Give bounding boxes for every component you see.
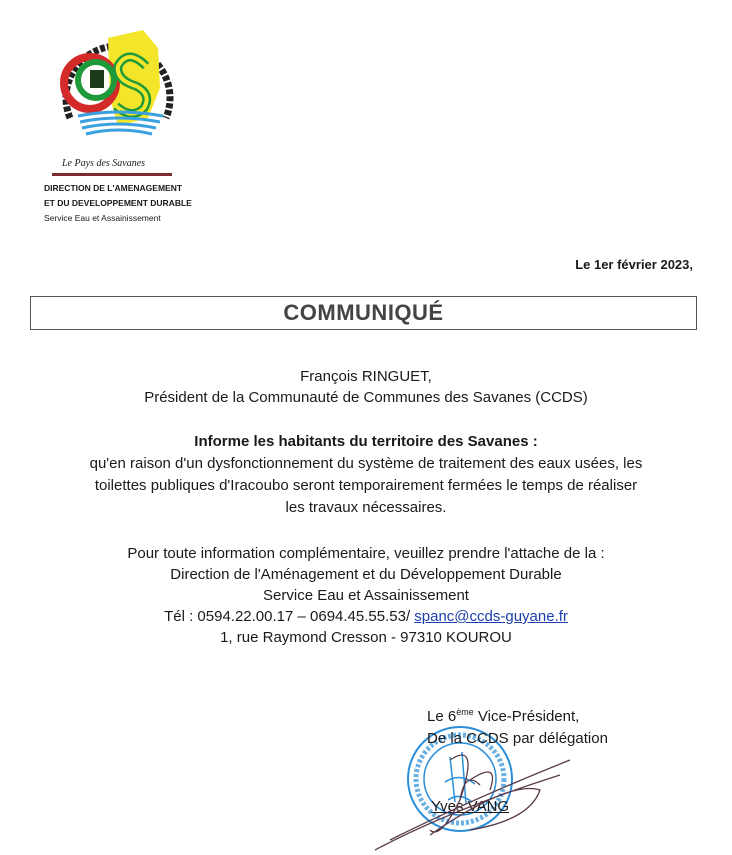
body-heading: Informe les habitants du territoire des Savanes : [194, 433, 538, 450]
logo-tagline: Le Pays des Savanes [62, 158, 146, 169]
contact-intro: Pour toute information complémentaire, veuillez prendre l'attache de la : [127, 545, 605, 562]
body-line: les travaux nécessaires. [285, 499, 447, 516]
direction-line-1: DIRECTION DE L'AMENAGEMENT [44, 183, 183, 193]
contact-service: Service Eau et Assainissement [263, 587, 469, 604]
direction-line-2: ET DU DEVELOPPEMENT DURABLE [44, 198, 192, 208]
handwritten-signature [370, 720, 610, 855]
contact-phone: Tél : 0594.22.00.17 – 0694.45.55.53/ [164, 608, 415, 625]
page-title: COMMUNIQUÉ [283, 300, 444, 325]
body-line: toilettes publiques d'Iracoubo seront temporairement fermées le temps de réaliser [94, 477, 638, 494]
contact-phone-line [0, 606, 732, 627]
title-box [30, 296, 697, 330]
title-sup: ème [456, 707, 474, 717]
contact-address: 1, rue Raymond Cresson - 97310 KOUROU [220, 629, 512, 646]
sender-name: François RINGUET, [300, 368, 432, 385]
body-line: qu'en raison d'un dysfonctionnement du système de traitement des eaux usées, les [89, 455, 643, 472]
sender-role: Président de la Communauté de Communes des Savanes (CCDS) [144, 389, 588, 406]
signatory-name: Yves VANG [431, 798, 510, 815]
document-date: Le 1er février 2023, [575, 257, 693, 272]
signatory-delegation: De la CCDS par délégation [427, 730, 608, 747]
contact-direction: Direction de l'Aménagement et du Développement Durable [170, 566, 562, 583]
title-suffix: Vice-Président, [473, 708, 580, 725]
contact-email-link[interactable]: spanc@ccds-guyane.fr [414, 608, 568, 625]
tagline-divider [52, 173, 172, 176]
title-prefix: Le 6 [427, 708, 457, 725]
ccds-logo [48, 8, 178, 158]
service-name: Service Eau et Assainissement [44, 213, 161, 223]
